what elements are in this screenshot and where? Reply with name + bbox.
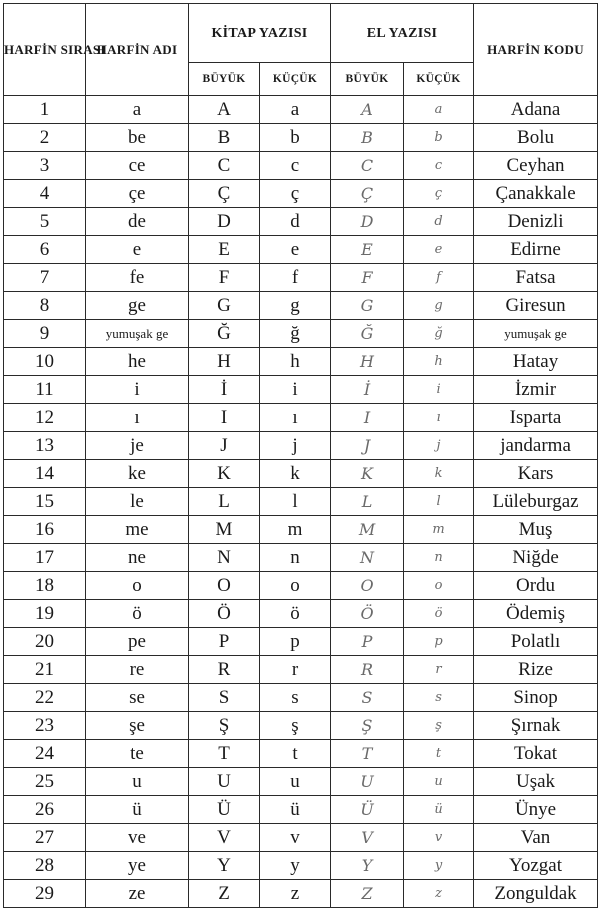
code-word-cell: Edirne bbox=[474, 236, 598, 264]
order-cell: 18 bbox=[4, 572, 86, 600]
code-word-cell: Tokat bbox=[474, 740, 598, 768]
hand-upper-cell: L bbox=[331, 488, 404, 516]
letter-name-cell: re bbox=[86, 656, 189, 684]
hand-upper-cell: A bbox=[331, 96, 404, 124]
order-cell: 10 bbox=[4, 348, 86, 376]
book-lower-cell: b bbox=[260, 124, 331, 152]
order-cell: 13 bbox=[4, 432, 86, 460]
code-word-cell: Ceyhan bbox=[474, 152, 598, 180]
order-cell: 29 bbox=[4, 880, 86, 908]
book-lower-cell: i bbox=[260, 376, 331, 404]
code-word-cell: Şırnak bbox=[474, 712, 598, 740]
book-lower-cell: h bbox=[260, 348, 331, 376]
table-row bbox=[4, 460, 598, 488]
letter-name-cell: ı bbox=[86, 404, 189, 432]
book-upper-cell: K bbox=[189, 460, 260, 488]
letter-name-cell: le bbox=[86, 488, 189, 516]
hand-lower-cell: ç bbox=[404, 180, 474, 208]
book-upper-cell: Ş bbox=[189, 712, 260, 740]
table-row bbox=[4, 488, 598, 516]
code-word-cell: Zonguldak bbox=[474, 880, 598, 908]
table-row bbox=[4, 432, 598, 460]
order-cell: 24 bbox=[4, 740, 86, 768]
book-upper-cell: I bbox=[189, 404, 260, 432]
order-cell: 11 bbox=[4, 376, 86, 404]
hand-lower-cell: p bbox=[404, 628, 474, 656]
hand-lower-cell: e bbox=[404, 236, 474, 264]
book-lower-cell: a bbox=[260, 96, 331, 124]
hand-upper-cell: T bbox=[331, 740, 404, 768]
hand-lower-cell: ü bbox=[404, 796, 474, 824]
table-row bbox=[4, 96, 598, 124]
hand-upper-cell: P bbox=[331, 628, 404, 656]
order-cell: 20 bbox=[4, 628, 86, 656]
table-row bbox=[4, 852, 598, 880]
table-row bbox=[4, 544, 598, 572]
hand-lower-cell: y bbox=[404, 852, 474, 880]
book-lower-cell: ö bbox=[260, 600, 331, 628]
hand-upper-cell: C bbox=[331, 152, 404, 180]
book-lower-cell: y bbox=[260, 852, 331, 880]
code-word-cell: jandarma bbox=[474, 432, 598, 460]
hand-upper-cell: H bbox=[331, 348, 404, 376]
letter-name-cell: he bbox=[86, 348, 189, 376]
hand-lower-cell: ö bbox=[404, 600, 474, 628]
hand-lower-cell: k bbox=[404, 460, 474, 488]
letter-name-cell: a bbox=[86, 96, 189, 124]
book-lower-cell: ç bbox=[260, 180, 331, 208]
book-upper-cell: P bbox=[189, 628, 260, 656]
turkish-alphabet-table bbox=[3, 3, 598, 908]
code-word-cell: Van bbox=[474, 824, 598, 852]
order-cell: 28 bbox=[4, 852, 86, 880]
hand-upper-cell: E bbox=[331, 236, 404, 264]
table-row bbox=[4, 180, 598, 208]
hand-lower-cell: c bbox=[404, 152, 474, 180]
book-lower-cell: l bbox=[260, 488, 331, 516]
hand-upper-cell: Y bbox=[331, 852, 404, 880]
header-handwriting: EL YAZISI bbox=[331, 4, 474, 63]
order-cell: 16 bbox=[4, 516, 86, 544]
order-cell: 9 bbox=[4, 320, 86, 348]
hand-lower-cell: g bbox=[404, 292, 474, 320]
hand-lower-cell: i bbox=[404, 376, 474, 404]
book-lower-cell: u bbox=[260, 768, 331, 796]
letter-name-cell: yumuşak ge bbox=[86, 320, 189, 348]
code-word-cell: Muş bbox=[474, 516, 598, 544]
table-row bbox=[4, 740, 598, 768]
book-upper-cell: D bbox=[189, 208, 260, 236]
table-row bbox=[4, 712, 598, 740]
hand-upper-cell: Ü bbox=[331, 796, 404, 824]
book-lower-cell: t bbox=[260, 740, 331, 768]
table-row bbox=[4, 656, 598, 684]
code-word-cell: Uşak bbox=[474, 768, 598, 796]
code-word-cell: Niğde bbox=[474, 544, 598, 572]
hand-upper-cell: Ğ bbox=[331, 320, 404, 348]
table-row bbox=[4, 572, 598, 600]
hand-lower-cell: h bbox=[404, 348, 474, 376]
book-upper-cell: L bbox=[189, 488, 260, 516]
book-upper-cell: U bbox=[189, 768, 260, 796]
book-upper-cell: İ bbox=[189, 376, 260, 404]
letter-name-cell: ge bbox=[86, 292, 189, 320]
order-cell: 3 bbox=[4, 152, 86, 180]
book-lower-cell: r bbox=[260, 656, 331, 684]
book-lower-cell: v bbox=[260, 824, 331, 852]
code-word-cell: yumuşak ge bbox=[474, 320, 598, 348]
table-header bbox=[4, 4, 598, 96]
book-upper-cell: Ğ bbox=[189, 320, 260, 348]
book-upper-cell: Ö bbox=[189, 600, 260, 628]
code-word-cell: Polatlı bbox=[474, 628, 598, 656]
order-cell: 23 bbox=[4, 712, 86, 740]
book-lower-cell: ş bbox=[260, 712, 331, 740]
book-upper-cell: T bbox=[189, 740, 260, 768]
hand-upper-cell: K bbox=[331, 460, 404, 488]
order-cell: 14 bbox=[4, 460, 86, 488]
order-cell: 4 bbox=[4, 180, 86, 208]
hand-lower-cell: d bbox=[404, 208, 474, 236]
order-cell: 25 bbox=[4, 768, 86, 796]
book-upper-cell: E bbox=[189, 236, 260, 264]
code-word-cell: Fatsa bbox=[474, 264, 598, 292]
header-order: HARFİN SIRASI bbox=[4, 4, 86, 96]
table-row bbox=[4, 628, 598, 656]
header-hand-upper: BÜYÜK bbox=[331, 63, 404, 96]
hand-upper-cell: S bbox=[331, 684, 404, 712]
hand-upper-cell: V bbox=[331, 824, 404, 852]
table-row bbox=[4, 292, 598, 320]
book-lower-cell: e bbox=[260, 236, 331, 264]
hand-lower-cell: a bbox=[404, 96, 474, 124]
code-word-cell: Yozgat bbox=[474, 852, 598, 880]
hand-upper-cell: F bbox=[331, 264, 404, 292]
book-upper-cell: N bbox=[189, 544, 260, 572]
hand-upper-cell: İ bbox=[331, 376, 404, 404]
book-lower-cell: ı bbox=[260, 404, 331, 432]
header-book-script: KİTAP YAZISI bbox=[189, 4, 331, 63]
code-word-cell: Giresun bbox=[474, 292, 598, 320]
code-word-cell: Lüleburgaz bbox=[474, 488, 598, 516]
letter-name-cell: ö bbox=[86, 600, 189, 628]
letter-name-cell: se bbox=[86, 684, 189, 712]
book-upper-cell: A bbox=[189, 96, 260, 124]
table-row bbox=[4, 236, 598, 264]
hand-lower-cell: t bbox=[404, 740, 474, 768]
header-row-main bbox=[4, 4, 598, 63]
order-cell: 15 bbox=[4, 488, 86, 516]
table-row bbox=[4, 124, 598, 152]
table-row bbox=[4, 264, 598, 292]
book-lower-cell: p bbox=[260, 628, 331, 656]
hand-lower-cell: ş bbox=[404, 712, 474, 740]
book-lower-cell: m bbox=[260, 516, 331, 544]
order-cell: 1 bbox=[4, 96, 86, 124]
book-lower-cell: n bbox=[260, 544, 331, 572]
book-upper-cell: O bbox=[189, 572, 260, 600]
hand-upper-cell: N bbox=[331, 544, 404, 572]
letter-name-cell: me bbox=[86, 516, 189, 544]
letter-name-cell: ve bbox=[86, 824, 189, 852]
code-word-cell: İzmir bbox=[474, 376, 598, 404]
letter-name-cell: ne bbox=[86, 544, 189, 572]
letter-name-cell: u bbox=[86, 768, 189, 796]
letter-name-cell: ke bbox=[86, 460, 189, 488]
letter-name-cell: ye bbox=[86, 852, 189, 880]
book-upper-cell: H bbox=[189, 348, 260, 376]
code-word-cell: Kars bbox=[474, 460, 598, 488]
letter-name-cell: çe bbox=[86, 180, 189, 208]
code-word-cell: Ödemiş bbox=[474, 600, 598, 628]
hand-upper-cell: O bbox=[331, 572, 404, 600]
order-cell: 19 bbox=[4, 600, 86, 628]
book-upper-cell: Ü bbox=[189, 796, 260, 824]
book-lower-cell: c bbox=[260, 152, 331, 180]
table-row bbox=[4, 348, 598, 376]
letter-name-cell: şe bbox=[86, 712, 189, 740]
letter-name-cell: je bbox=[86, 432, 189, 460]
letter-name-cell: fe bbox=[86, 264, 189, 292]
code-word-cell: Ordu bbox=[474, 572, 598, 600]
hand-lower-cell: u bbox=[404, 768, 474, 796]
order-cell: 7 bbox=[4, 264, 86, 292]
letter-name-cell: pe bbox=[86, 628, 189, 656]
code-word-cell: Çanakkale bbox=[474, 180, 598, 208]
hand-upper-cell: M bbox=[331, 516, 404, 544]
hand-upper-cell: U bbox=[331, 768, 404, 796]
table-row bbox=[4, 768, 598, 796]
header-hand-lower: KÜÇÜK bbox=[404, 63, 474, 96]
book-upper-cell: M bbox=[189, 516, 260, 544]
hand-upper-cell: D bbox=[331, 208, 404, 236]
book-lower-cell: j bbox=[260, 432, 331, 460]
table-body bbox=[4, 96, 598, 908]
code-word-cell: Sinop bbox=[474, 684, 598, 712]
order-cell: 12 bbox=[4, 404, 86, 432]
table-row bbox=[4, 404, 598, 432]
header-book-lower: KÜÇÜK bbox=[260, 63, 331, 96]
order-cell: 2 bbox=[4, 124, 86, 152]
hand-upper-cell: Z bbox=[331, 880, 404, 908]
header-name: HARFİN ADI bbox=[86, 4, 189, 96]
order-cell: 27 bbox=[4, 824, 86, 852]
hand-lower-cell: o bbox=[404, 572, 474, 600]
hand-lower-cell: s bbox=[404, 684, 474, 712]
table-row bbox=[4, 516, 598, 544]
hand-lower-cell: n bbox=[404, 544, 474, 572]
book-upper-cell: Z bbox=[189, 880, 260, 908]
order-cell: 6 bbox=[4, 236, 86, 264]
hand-lower-cell: f bbox=[404, 264, 474, 292]
hand-upper-cell: Ç bbox=[331, 180, 404, 208]
book-lower-cell: ğ bbox=[260, 320, 331, 348]
table-row bbox=[4, 796, 598, 824]
code-word-cell: Hatay bbox=[474, 348, 598, 376]
hand-upper-cell: G bbox=[331, 292, 404, 320]
letter-name-cell: te bbox=[86, 740, 189, 768]
table-row bbox=[4, 320, 598, 348]
table-row bbox=[4, 684, 598, 712]
book-lower-cell: z bbox=[260, 880, 331, 908]
hand-upper-cell: R bbox=[331, 656, 404, 684]
hand-upper-cell: B bbox=[331, 124, 404, 152]
hand-lower-cell: v bbox=[404, 824, 474, 852]
order-cell: 17 bbox=[4, 544, 86, 572]
letter-name-cell: be bbox=[86, 124, 189, 152]
hand-lower-cell: b bbox=[404, 124, 474, 152]
book-upper-cell: R bbox=[189, 656, 260, 684]
hand-lower-cell: z bbox=[404, 880, 474, 908]
book-upper-cell: G bbox=[189, 292, 260, 320]
hand-lower-cell: ğ bbox=[404, 320, 474, 348]
hand-upper-cell: Ö bbox=[331, 600, 404, 628]
hand-upper-cell: J bbox=[331, 432, 404, 460]
table-row bbox=[4, 600, 598, 628]
order-cell: 8 bbox=[4, 292, 86, 320]
book-lower-cell: d bbox=[260, 208, 331, 236]
hand-lower-cell: ı bbox=[404, 404, 474, 432]
code-word-cell: Rize bbox=[474, 656, 598, 684]
code-word-cell: Adana bbox=[474, 96, 598, 124]
table-row bbox=[4, 376, 598, 404]
hand-lower-cell: m bbox=[404, 516, 474, 544]
letter-name-cell: ze bbox=[86, 880, 189, 908]
hand-lower-cell: r bbox=[404, 656, 474, 684]
book-upper-cell: B bbox=[189, 124, 260, 152]
book-upper-cell: V bbox=[189, 824, 260, 852]
hand-lower-cell: l bbox=[404, 488, 474, 516]
header-code: HARFİN KODU bbox=[474, 4, 598, 96]
code-word-cell: Denizli bbox=[474, 208, 598, 236]
book-upper-cell: S bbox=[189, 684, 260, 712]
header-book-upper: BÜYÜK bbox=[189, 63, 260, 96]
book-lower-cell: s bbox=[260, 684, 331, 712]
book-upper-cell: Ç bbox=[189, 180, 260, 208]
code-word-cell: Ünye bbox=[474, 796, 598, 824]
hand-lower-cell: j bbox=[404, 432, 474, 460]
order-cell: 21 bbox=[4, 656, 86, 684]
code-word-cell: Bolu bbox=[474, 124, 598, 152]
table-row bbox=[4, 880, 598, 908]
letter-name-cell: o bbox=[86, 572, 189, 600]
hand-upper-cell: I bbox=[331, 404, 404, 432]
book-upper-cell: J bbox=[189, 432, 260, 460]
book-upper-cell: F bbox=[189, 264, 260, 292]
hand-upper-cell: Ş bbox=[331, 712, 404, 740]
book-upper-cell: Y bbox=[189, 852, 260, 880]
order-cell: 22 bbox=[4, 684, 86, 712]
book-lower-cell: g bbox=[260, 292, 331, 320]
book-lower-cell: ü bbox=[260, 796, 331, 824]
order-cell: 26 bbox=[4, 796, 86, 824]
letter-name-cell: ü bbox=[86, 796, 189, 824]
book-lower-cell: k bbox=[260, 460, 331, 488]
table-row bbox=[4, 152, 598, 180]
order-cell: 5 bbox=[4, 208, 86, 236]
book-upper-cell: C bbox=[189, 152, 260, 180]
letter-name-cell: i bbox=[86, 376, 189, 404]
letter-name-cell: de bbox=[86, 208, 189, 236]
book-lower-cell: f bbox=[260, 264, 331, 292]
letter-name-cell: e bbox=[86, 236, 189, 264]
book-lower-cell: o bbox=[260, 572, 331, 600]
letter-name-cell: ce bbox=[86, 152, 189, 180]
table-row bbox=[4, 824, 598, 852]
table-row bbox=[4, 208, 598, 236]
code-word-cell: Isparta bbox=[474, 404, 598, 432]
